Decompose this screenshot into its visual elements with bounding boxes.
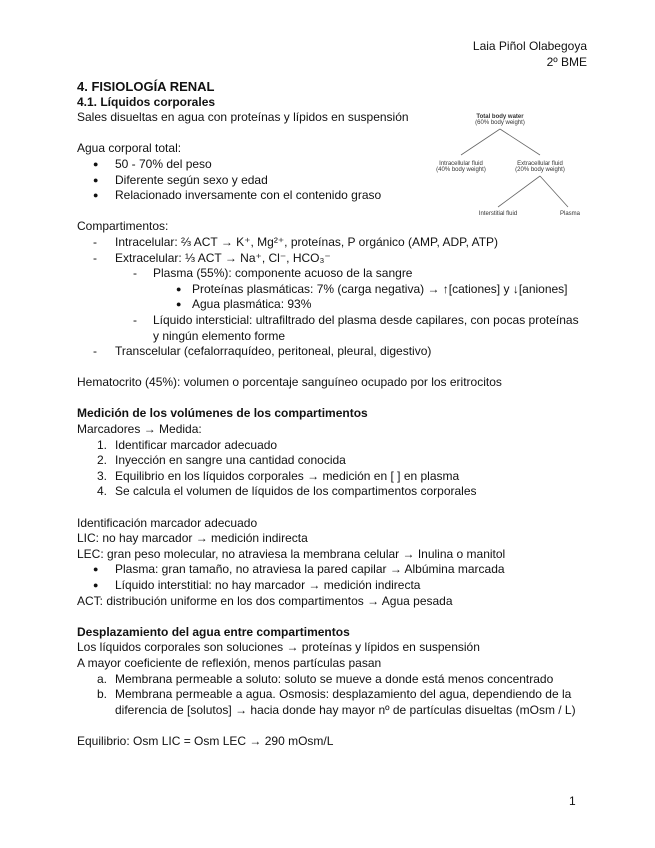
diagram-line bbox=[461, 129, 500, 155]
line-text: Equilibrio en los líquidos corporales → medición en [ ] en plasma bbox=[115, 468, 460, 483]
list-marker: ● bbox=[93, 174, 99, 185]
list-marker: 1. bbox=[97, 437, 108, 452]
line-text: Marcadores → Medida: bbox=[77, 422, 202, 437]
text-line bbox=[77, 251, 597, 267]
line-text: y ningún elemento forme bbox=[153, 328, 286, 343]
text-line bbox=[77, 687, 597, 703]
line-text: Membrana permeable a agua. Osmosis: desplazamiento del agua, dependiendo de la bbox=[115, 687, 572, 702]
line-text: Agua corporal total: bbox=[77, 141, 182, 156]
list-marker: ● bbox=[93, 190, 99, 201]
list-marker: ● bbox=[93, 564, 99, 575]
diagram-intra-sub: (40% body weight) bbox=[436, 167, 486, 173]
list-marker: - bbox=[133, 312, 137, 327]
text-line bbox=[77, 313, 597, 329]
text-line bbox=[77, 453, 597, 469]
line-text: Membrana permeable a soluto: soluto se mueve a donde está menos concentrado bbox=[115, 671, 554, 686]
text-line bbox=[77, 438, 597, 454]
list-marker: 3. bbox=[97, 468, 108, 483]
line-text: Relacionado inversamente con el contenido graso bbox=[115, 188, 382, 203]
diagram-line bbox=[540, 176, 568, 207]
diagram-intra: Intracellular fluid bbox=[439, 161, 483, 167]
text-line bbox=[77, 79, 597, 95]
list-marker: ● bbox=[176, 299, 182, 310]
line-text: Equilibrio: Osm LIC = Osm LEC → 290 mOsm/L bbox=[77, 733, 334, 748]
text-line bbox=[77, 375, 597, 391]
list-marker: a. bbox=[97, 671, 108, 686]
text-line bbox=[77, 235, 597, 251]
list-marker: ● bbox=[93, 158, 99, 169]
page-number: 1 bbox=[569, 794, 576, 808]
text-line bbox=[77, 578, 597, 594]
list-marker: - bbox=[93, 234, 97, 249]
line-text: Medición de los volúmenes de los compartimentos bbox=[77, 406, 368, 421]
line-text: Líquido interstitial: no hay marcador → medición indirecta bbox=[115, 578, 421, 592]
course-label: 2º BME bbox=[546, 55, 587, 69]
list-marker: - bbox=[93, 250, 97, 265]
line-text: Identificar marcador adecuado bbox=[115, 437, 278, 452]
blank-line bbox=[77, 360, 597, 376]
line-text: Compartimentos: bbox=[77, 219, 169, 234]
list-marker: ● bbox=[176, 283, 182, 294]
line-text: Transcelular (cefalorraquídeo, peritoneal, pleural, digestivo) bbox=[115, 344, 432, 359]
text-line bbox=[77, 344, 597, 360]
line-text: LEC: gran peso molecular, no atraviesa la membrana celular → Inulina o manitol bbox=[77, 546, 506, 561]
line-text: Desplazamiento del agua entre compartimentos bbox=[77, 624, 350, 639]
diagram-root: Total body water bbox=[476, 114, 524, 120]
line-text: ACT: distribución uniforme en los dos compartimentos → Agua pesada bbox=[77, 593, 453, 608]
list-marker: 4. bbox=[97, 484, 108, 499]
line-text: A mayor coeficiente de reflexión, menos partículas pasan bbox=[77, 655, 382, 670]
line-text: LIC: no hay marcador → medición indirecta bbox=[77, 531, 308, 546]
diagram-extra-sub: (20% body weight) bbox=[515, 167, 565, 173]
line-text: Hematocrito (45%): volumen o porcentaje sanguíneo ocupado por los eritrocitos bbox=[77, 375, 502, 390]
text-line bbox=[77, 329, 597, 345]
text-line bbox=[77, 297, 597, 313]
text-line bbox=[77, 640, 597, 656]
line-text: Plasma: gran tamaño, no atraviesa la pared capilar → Albúmina marcada bbox=[115, 562, 505, 577]
text-line bbox=[77, 594, 597, 610]
text-line bbox=[77, 625, 597, 641]
line-text: Líquido intersticial: ultrafiltrado del plasma desde capilares, con pocas proteínas bbox=[153, 312, 579, 327]
list-marker: - bbox=[133, 266, 137, 281]
diagram-extra: Extracellular fluid bbox=[517, 161, 563, 167]
line-text: Agua plasmática: 93% bbox=[192, 297, 312, 312]
text-line bbox=[77, 547, 597, 563]
diagram-interstitial: Interstitial fluid bbox=[478, 211, 518, 217]
body-water-diagram bbox=[428, 110, 608, 225]
author-name: Laia Piñol Olabegoya bbox=[472, 39, 587, 53]
text-line bbox=[77, 672, 597, 688]
line-text: 50 - 70% del peso bbox=[115, 156, 212, 171]
text-line bbox=[77, 562, 597, 578]
blank-line bbox=[77, 609, 597, 625]
text-line bbox=[77, 516, 597, 532]
diagram-line bbox=[500, 129, 540, 155]
line-text: diferencia de [solutos] → hacia donde hay mayor nº de partículas disueltas (mOsm / L) bbox=[115, 702, 576, 717]
list-marker: - bbox=[93, 344, 97, 359]
text-line bbox=[77, 734, 597, 750]
text-line bbox=[77, 484, 597, 500]
text-line bbox=[77, 531, 597, 547]
text-line bbox=[77, 406, 597, 422]
text-line bbox=[77, 266, 597, 282]
diagram-root-sub: (60% body weight) bbox=[475, 120, 525, 126]
line-text: Extracelular: ⅓ ACT → Na⁺, Cl⁻, HCO₃⁻ bbox=[115, 250, 331, 265]
list-marker: 2. bbox=[97, 453, 108, 468]
text-line bbox=[77, 95, 597, 111]
line-text: Identificación marcador adecuado bbox=[77, 515, 258, 530]
text-line bbox=[77, 656, 597, 672]
diagram-line bbox=[498, 176, 540, 207]
blank-line bbox=[77, 718, 597, 734]
line-text: Sales disueltas en agua con proteínas y lípidos en suspensión bbox=[77, 110, 409, 125]
line-text: 4.1. Líquidos corporales bbox=[77, 94, 216, 109]
line-text: Los líquidos corporales son soluciones → proteínas y lípidos en suspensión bbox=[77, 640, 480, 655]
text-line bbox=[77, 282, 597, 298]
list-marker: ● bbox=[93, 580, 99, 590]
blank-line bbox=[77, 391, 597, 407]
line-text: Proteínas plasmáticas: 7% (carga negativa) → ↑[cationes] y ↓[aniones] bbox=[192, 281, 568, 296]
text-line bbox=[77, 422, 597, 438]
blank-line bbox=[77, 500, 597, 516]
diagram-plasma: Plasma bbox=[559, 211, 581, 217]
line-text: Inyección en sangre una cantidad conocida bbox=[115, 453, 346, 468]
line-text: Diferente según sexo y edad bbox=[115, 172, 268, 187]
text-line bbox=[77, 703, 597, 719]
text-line bbox=[77, 469, 597, 485]
line-text: Plasma (55%): componente acuoso de la sangre bbox=[153, 266, 413, 281]
line-text: Se calcula el volumen de líquidos de los compartimentos corporales bbox=[115, 484, 477, 499]
line-text: Intracelular: ⅔ ACT → K⁺, Mg²⁺, proteínas, P orgánico (AMP, ADP, ATP) bbox=[115, 234, 499, 249]
list-marker: b. bbox=[97, 687, 108, 702]
line-text: 4. FISIOLOGÍA RENAL bbox=[77, 79, 215, 94]
